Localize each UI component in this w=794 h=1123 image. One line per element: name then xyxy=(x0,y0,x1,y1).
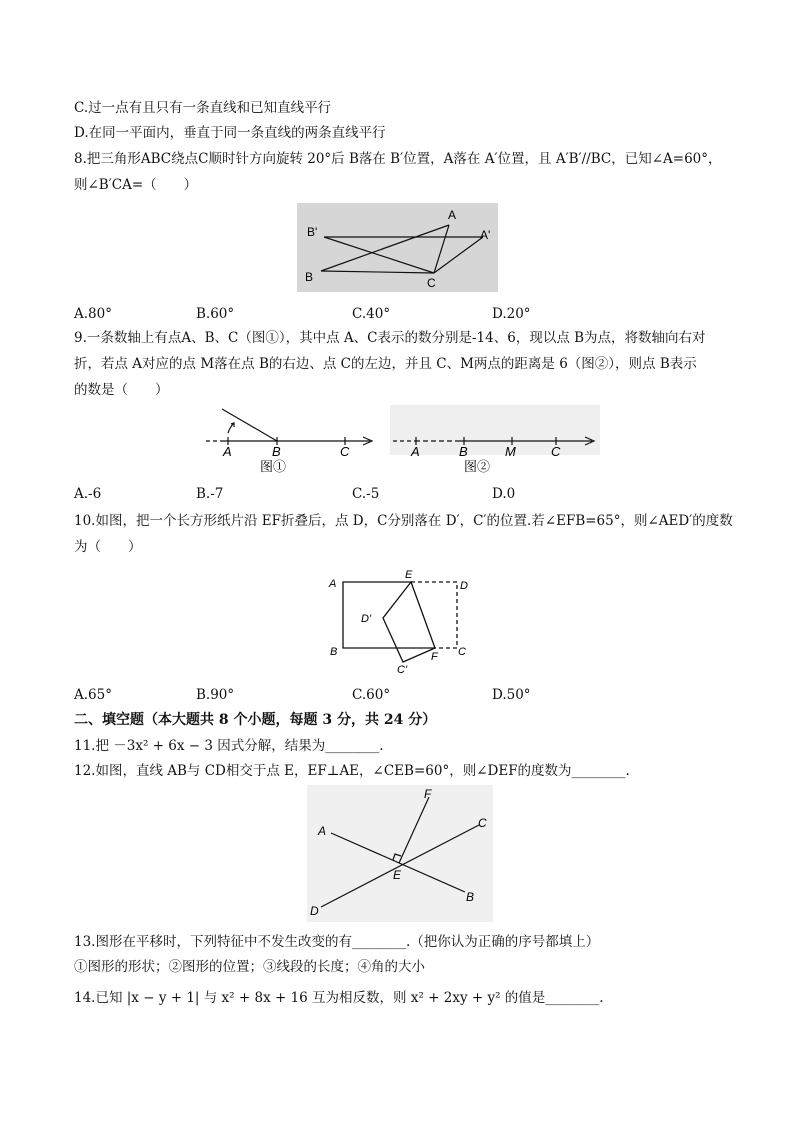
fig10-label-c-prime: C' xyxy=(397,664,408,676)
q9-stem: 9.一条数轴上有点A、B、C（图①），其中点 A、C表示的数分别是-14、6，现以点 B为点，将数轴向右对 xyxy=(74,330,706,346)
q9-option-a: A.-6 xyxy=(74,486,102,502)
fig9b-label-a: A xyxy=(411,444,420,459)
q8-option-a: A.80° xyxy=(74,306,112,322)
q7-option-d: D.在同一平面内，垂直于同一条直线的两条直线平行 xyxy=(74,125,386,141)
section-title-fill-in: 二、填空题（本大题共 8 个小题，每题 3 分，共 24 分） xyxy=(74,712,437,728)
q8-stem-2: 则∠B′CA=（ ） xyxy=(74,177,198,193)
q7-option-c: C.过一点有且只有一条直线和已知直线平行 xyxy=(74,100,332,116)
fig8-label-b: B xyxy=(305,270,314,284)
fig9a-label-c: C xyxy=(340,444,350,459)
q10-figure xyxy=(325,566,475,682)
fig8-label-c: C xyxy=(427,276,436,290)
fig10-label-a: A xyxy=(329,578,337,590)
q10-stem-2: 为（ ） xyxy=(74,539,142,555)
fig12-label-d: D xyxy=(310,904,319,918)
fig10-label-d: D xyxy=(460,580,468,592)
fig9a-label-a: A xyxy=(223,444,232,459)
fig12-label-f: F xyxy=(424,787,432,801)
fig9b-caption: 图② xyxy=(464,459,491,474)
q8-option-d: D.20° xyxy=(492,306,531,322)
fig9a-caption: 图① xyxy=(260,459,287,474)
q13-choices: ①图形的形状；②图形的位置；③线段的长度；④角的大小 xyxy=(74,959,425,975)
q12-figure xyxy=(307,785,493,926)
fig10-label-d-prime: D' xyxy=(361,613,372,625)
q9-stem-2: 折，若点 A对应的点 M落在点 B的右边、点 C的左边，并且 C、M两点的距离是 6（图②），则点 B表示 xyxy=(74,356,697,372)
q9-stem-3: 的数是（ ） xyxy=(74,382,169,398)
q9-option-c: C.-5 xyxy=(352,486,380,502)
q11-stem: 11.把 －3x² + 6x − 3 因式分解，结果为________. xyxy=(74,738,384,754)
q8-stem: 8.把三角形ABC绕点C顺时针方向旋转 20°后 B落在 B′位置，A落在 A′位置，且 A′B′//BC，已知∠A=60°， xyxy=(74,151,722,167)
q9-option-b: B.-7 xyxy=(196,486,224,502)
q9-option-d: D.0 xyxy=(492,486,516,502)
q14-stem: 14.已知 |x − y + 1| 与 x² + 8x + 16 互为相反数，则 x² + 2xy + y² 的值是________. xyxy=(74,990,604,1006)
q8-figure xyxy=(297,203,498,296)
fig9b-label-b: B xyxy=(459,444,468,459)
q10-option-c: C.60° xyxy=(352,687,391,703)
q10-option-a: A.65° xyxy=(74,687,112,703)
fig10-label-b: B xyxy=(330,646,338,658)
fig12-label-e: E xyxy=(393,868,402,882)
q9-figure xyxy=(200,405,600,479)
q8-option-b: B.60° xyxy=(196,306,235,322)
q10-option-d: D.50° xyxy=(492,687,531,703)
q8-option-c: C.40° xyxy=(352,306,391,322)
fig12-label-b: B xyxy=(466,890,475,904)
fig12-label-a: A xyxy=(318,824,327,838)
fig9b-label-m: M xyxy=(505,444,516,459)
q13-stem: 13.图形在平移时，下列特征中不发生改变的有________.（把你认为正确的序号都填上） xyxy=(74,934,600,950)
q12-stem: 12.如图，直线 AB与 CD相交于点 E，EF⊥AE，∠CEB=60°，则∠DEF的度数为________. xyxy=(74,763,630,779)
q10-option-b: B.90° xyxy=(196,687,235,703)
q10-stem: 10.如图，把一个长方形纸片沿 EF折叠后，点 D，C分别落在 D′，C′的位置.若∠EFB=65°，则∠AED′的度数 xyxy=(74,513,733,529)
fig8-label-b-prime: B' xyxy=(307,225,318,239)
fig9b-label-c: C xyxy=(551,444,561,459)
fig10-label-c: C xyxy=(458,646,466,658)
fig10-label-f: F xyxy=(431,651,438,663)
fig8-label-a: A xyxy=(448,208,457,222)
fig12-label-c: C xyxy=(478,816,487,830)
fig10-label-e: E xyxy=(405,569,413,581)
fig8-label-a-prime: A' xyxy=(480,228,491,242)
fig9a-label-b: B xyxy=(272,444,281,459)
